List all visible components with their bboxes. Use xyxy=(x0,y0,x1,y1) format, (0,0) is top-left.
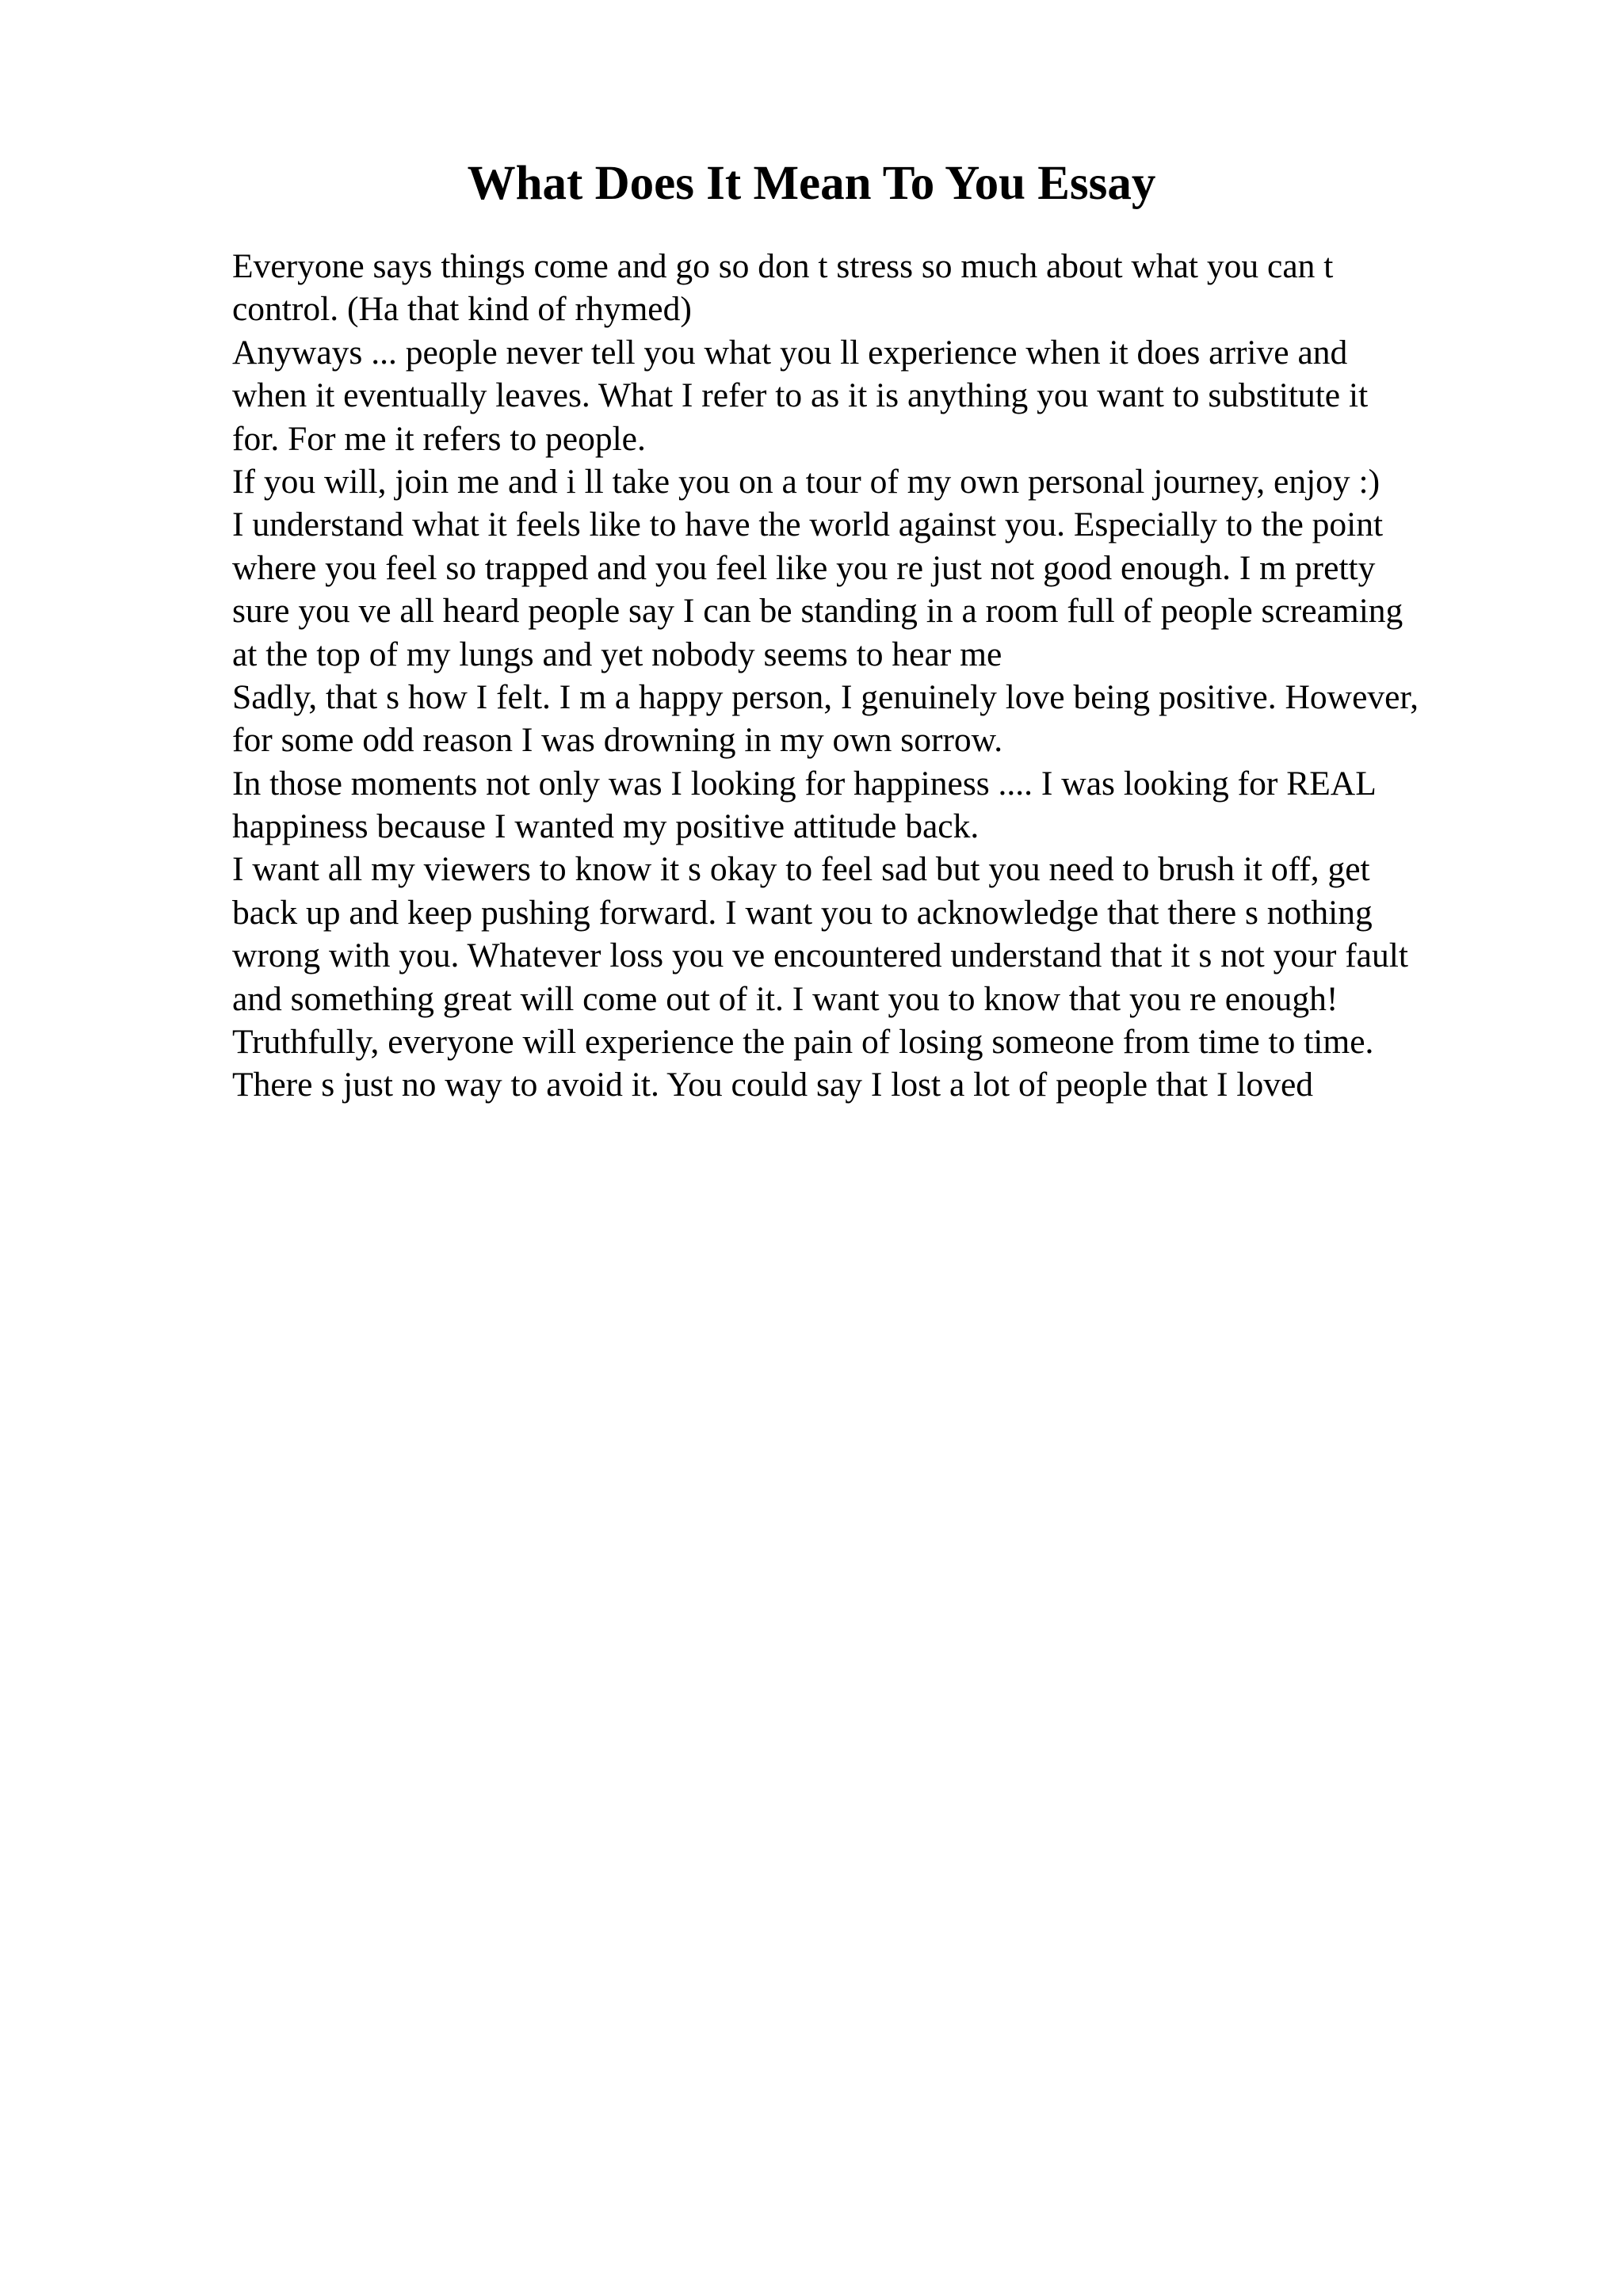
body-line: I understand what it feels like to have the world against you. Especially to the point xyxy=(232,505,1384,544)
body-line: If you will, join me and i ll take you on a tour of my own personal journey, enjoy :) xyxy=(232,462,1381,501)
body-line: wrong with you. Whatever loss you ve encountered understand that it s not your fault xyxy=(232,936,1408,975)
body-line: when it eventually leaves. What I refer to as it is anything you want to substitute it xyxy=(232,376,1369,415)
body-line: control. (Ha that kind of rhymed) xyxy=(232,290,692,329)
body-line: for some odd reason I was drowning in my own sorrow. xyxy=(232,721,1003,760)
body-line: There s just no way to avoid it. You could say I lost a lot of people that I loved xyxy=(232,1066,1314,1104)
body-line: at the top of my lungs and yet nobody seems to hear me xyxy=(232,635,1002,673)
body-line: I want all my viewers to know it s okay to feel sad but you need to brush it off, get xyxy=(232,850,1370,889)
body-line: happiness because I wanted my positive attitude back. xyxy=(232,807,980,846)
body-line: Truthfully, everyone will experience the pain of losing someone from time to time. xyxy=(232,1023,1374,1062)
document-body xyxy=(232,245,1532,1107)
body-line: In those moments not only was I looking for happiness .... I was looking for REAL xyxy=(232,764,1377,803)
body-line: and something great will come out of it. I want you to know that you re enough! xyxy=(232,979,1338,1018)
body-line: where you feel so trapped and you feel like you re just not good enough. I m pretty xyxy=(232,548,1376,587)
body-line: Sadly, that s how I felt. I m a happy person, I genuinely love being positive. However, xyxy=(232,677,1419,716)
body-line: sure you ve all heard people say I can be standing in a room full of people screaming xyxy=(232,592,1403,631)
body-line: Everyone says things come and go so don t stress so much about what you can t xyxy=(232,247,1334,285)
document-title: What Does It Mean To You Essay xyxy=(467,157,1156,210)
body-line: Anyways ... people never tell you what you ll experience when it does arrive and xyxy=(232,333,1348,372)
body-line: back up and keep pushing forward. I want you to acknowledge that there s nothing xyxy=(232,893,1373,932)
body-line: for. For me it refers to people. xyxy=(232,419,646,458)
